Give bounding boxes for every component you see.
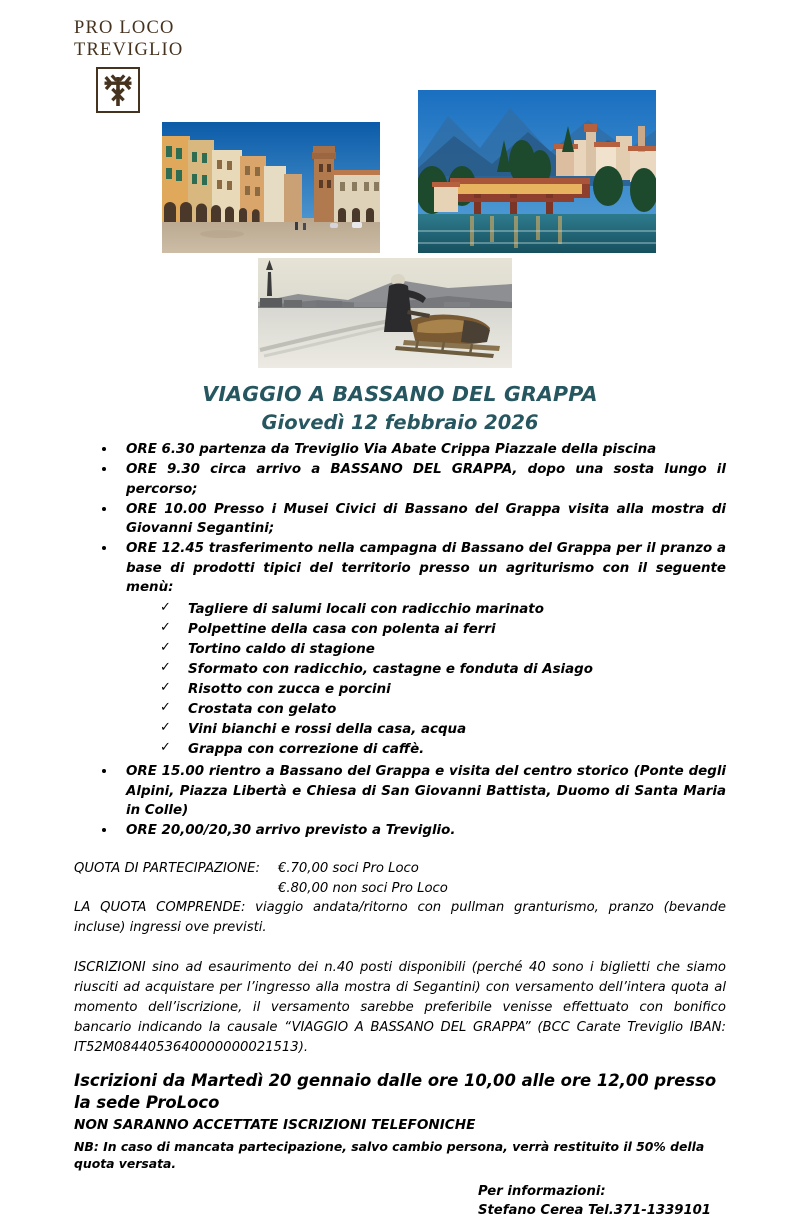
bullet-dot-icon — [102, 546, 106, 550]
program-item-text: ORE 20,00/20,30 arrivo previsto a Treviglio. — [126, 823, 456, 839]
menu-item — [160, 680, 726, 700]
contact-person: Stefano Cerea Tel.371-1339101 — [478, 1203, 711, 1219]
program-item-text: ORE 6.30 partenza da Treviglio Via Abate Crippa Piazzale della piscina — [126, 442, 657, 457]
menu-item — [160, 600, 726, 620]
check-icon: ✓ — [160, 720, 171, 736]
quota-prices-row — [74, 859, 726, 899]
page-subtitle: Giovedì 12 febbraio 2026 — [261, 410, 539, 434]
photo-ponte-degli-alpini — [418, 90, 656, 253]
menu-item — [160, 740, 726, 760]
photo-bridge-graphic — [418, 90, 656, 253]
program-list-after-menu — [74, 762, 726, 841]
photo-piazza-graphic — [162, 122, 380, 253]
contact-heading: Per informazioni: — [478, 1184, 606, 1200]
program-item — [74, 460, 726, 499]
menu-item-text: Tortino caldo di stagione — [188, 642, 375, 658]
check-icon: ✓ — [160, 700, 171, 716]
photo-segantini-graphic — [258, 258, 512, 368]
menu-item-text: Polpettine della casa con polenta ai ferri — [188, 622, 496, 638]
program-item — [74, 539, 726, 598]
tree-emblem-icon — [98, 69, 138, 111]
menu-item — [160, 720, 726, 740]
quota-block — [74, 859, 726, 938]
check-icon: ✓ — [160, 680, 171, 696]
check-icon: ✓ — [160, 600, 171, 615]
quota-values — [278, 859, 448, 899]
pro-loco-tree-emblem — [96, 67, 140, 113]
menu-item — [160, 640, 726, 660]
program-item-text: ORE 9.30 circa arrivo a BASSANO DEL GRAPPA, dopo una sosta lungo il percorso; — [126, 462, 726, 497]
price-members: €.70,00 soci Pro Loco — [277, 860, 419, 876]
main-content — [74, 440, 726, 1221]
bullet-dot-icon — [102, 467, 106, 471]
menu-item-text: Crostata con gelato — [188, 702, 337, 718]
contact-block — [74, 1182, 726, 1220]
registration-paragraph: ISCRIZIONI sino ad esaurimento dei n.40 posti disponibili (perché 40 sono i biglietti che siamo riusciti ad acquistare per l’ingresso alla mostra di Segantini) con versamento dell’intera quota al momento dell’iscrizione, il versamento sarebbe preferibile venisse effettuato con bonifico bancario indicando la causale “VIAGGIO A BASSANO DEL GRAPPA” (BCC Carate Treviglio IBAN: IT52M0844053640000000021513). — [74, 959, 726, 1056]
program-item-text: ORE 12.45 trasferimento nella campagna di Bassano del Grappa per il pranzo a base di prodotti tipici del territorio presso un agriturismo con il seguente menù: — [126, 541, 726, 596]
check-icon: ✓ — [160, 740, 171, 756]
no-phone-registration-notice: NON SARANNO ACCETTATE ISCRIZIONI TELEFONICHE — [74, 1116, 476, 1133]
quota-label: QUOTA DI PARTECIPAZIONE: — [74, 860, 260, 876]
menu-item-text: Tagliere di salumi locali con radicchio marinato — [188, 602, 544, 617]
menu-item-text: Grappa con correzione di caffè. — [188, 742, 425, 758]
menu-item-text: Sformato con radicchio, castagne e fonduta di Asiago — [188, 662, 593, 678]
bullet-dot-icon — [102, 507, 106, 511]
lunch-menu-list — [74, 600, 726, 760]
bullet-dot-icon — [102, 447, 106, 451]
check-icon: ✓ — [160, 620, 171, 636]
program-item — [74, 762, 726, 821]
pro-loco-logo — [74, 18, 254, 113]
photo-segantini-painting — [258, 258, 512, 368]
logo-text-line-1: PRO LOCO — [74, 18, 175, 38]
program-list-before-menu — [74, 440, 726, 598]
program-item — [74, 440, 726, 460]
program-item — [74, 821, 726, 841]
menu-item-text: Risotto con zucca e porcini — [188, 682, 391, 698]
photo-piazza-bassano — [162, 122, 380, 253]
quota-includes-text: LA QUOTA COMPRENDE: viaggio andata/ritorno con pullman granturismo, pranzo (bevande incluse) ingressi ove previsti. — [74, 900, 726, 936]
price-non-members: €.80,00 non soci Pro Loco — [277, 880, 448, 896]
menu-item — [160, 620, 726, 640]
menu-item — [160, 700, 726, 720]
logo-text-line-2: TREVIGLIO — [74, 39, 184, 60]
program-item — [74, 500, 726, 539]
menu-item-text: Vini bianchi e rossi della casa, acqua — [188, 722, 467, 738]
refund-note: NB: In caso di mancata partecipazione, salvo cambio persona, verrà restituito il 50% della quota versata. — [74, 1138, 705, 1171]
page-title: VIAGGIO A BASSANO DEL GRAPPA — [202, 382, 598, 406]
bullet-dot-icon — [102, 828, 106, 832]
menu-item — [160, 660, 726, 680]
check-icon: ✓ — [160, 660, 171, 676]
program-item-text: ORE 10.00 Presso i Musei Civici di Bassano del Grappa visita alla mostra di Giovanni Segantini; — [126, 501, 726, 537]
bullet-dot-icon — [102, 769, 106, 773]
check-icon: ✓ — [160, 640, 171, 656]
registration-when: Iscrizioni da Martedì 20 gennaio dalle ore 10,00 alle ore 12,00 presso la sede ProLoco — [74, 1071, 717, 1113]
program-item-text: ORE 15.00 rientro a Bassano del Grappa e visita del centro storico (Ponte degli Alpini, Piazza Libertà e Chiesa di San Giovanni Battista, Duomo di Santa Maria in Colle) — [126, 764, 726, 819]
title-block — [0, 381, 800, 436]
